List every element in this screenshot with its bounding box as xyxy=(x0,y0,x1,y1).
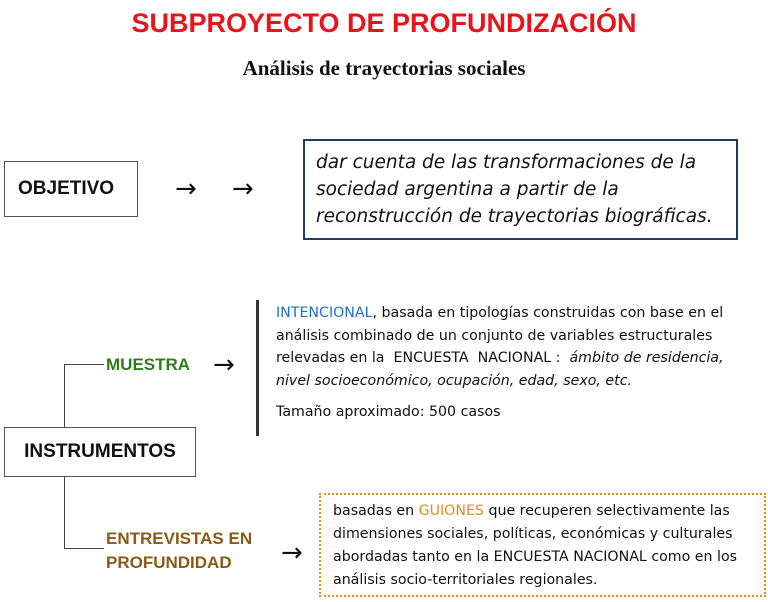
objetivo-line-2: sociedad argentina a partir de la xyxy=(316,179,619,200)
muestra-line-1-rest: , basada en tipologías construidas con base en el xyxy=(372,305,724,321)
page-title: SUBPROYECTO DE PROFUNDIZACIÓN xyxy=(131,8,637,38)
entrevistas-label xyxy=(106,527,252,575)
entrevistas-line-4: análisis socio-territoriales regionales. xyxy=(333,572,598,588)
page-subtitle: Análisis de trayectorias sociales xyxy=(242,56,526,80)
entrevistas-label-line-2: PROFUNDIDAD xyxy=(106,553,232,572)
objetivo-line-1: dar cuenta de las transformaciones de la xyxy=(316,152,697,173)
muestra-arrow-icon: → xyxy=(213,350,235,380)
entrevistas-description-box xyxy=(319,493,766,597)
guiones-highlight: GUIONES xyxy=(418,503,484,519)
objetivo-arrow-2-icon: → xyxy=(232,174,254,204)
muestra-description xyxy=(276,302,756,392)
objetivo-description-box xyxy=(303,139,738,240)
entrevistas-line-3: abordadas tanto en la ENCUESTA NACIONAL como en los xyxy=(333,549,738,565)
objetivo-box: OBJETIVO xyxy=(4,161,138,217)
entrevistas-arrow-icon: → xyxy=(281,538,303,568)
connector-down-vertical xyxy=(64,477,65,548)
instrumentos-box: INSTRUMENTOS xyxy=(4,427,196,477)
connector-up-horizontal xyxy=(64,364,104,365)
muestra-line-3 xyxy=(276,347,756,370)
objetivo-line-3: reconstrucción de trayectorias biográficas. xyxy=(316,206,713,227)
muestra-line-1 xyxy=(276,302,756,325)
muestra-line-4: nivel socioeconómico, ocupación, edad, sexo, etc. xyxy=(276,372,633,389)
muestra-label: MUESTRA xyxy=(106,355,191,374)
muestra-divider xyxy=(256,300,259,436)
entrevistas-line-1-post: que recuperen selectivamente las xyxy=(483,503,730,519)
objetivo-arrow-1-icon: → xyxy=(175,174,197,204)
connector-up-vertical xyxy=(64,364,65,427)
muestra-line-3-plain: relevadas en la ENCUESTA NACIONAL : xyxy=(276,350,570,366)
entrevistas-label-line-1: ENTREVISTAS EN xyxy=(106,529,253,548)
muestra-size: Tamaño aproximado: 500 casos xyxy=(276,404,501,420)
entrevistas-line-1 xyxy=(333,500,756,523)
entrevistas-line-1-pre: basadas en xyxy=(333,503,419,519)
intencional-highlight: INTENCIONAL xyxy=(276,305,373,321)
muestra-line-3-italic: ámbito de residencia, xyxy=(569,350,724,366)
entrevistas-line-2: dimensiones sociales, políticas, económicas y culturales xyxy=(333,526,733,542)
muestra-line-2: análisis combinado de un conjunto de variables estructurales xyxy=(276,327,713,344)
connector-down-horizontal xyxy=(64,548,104,549)
